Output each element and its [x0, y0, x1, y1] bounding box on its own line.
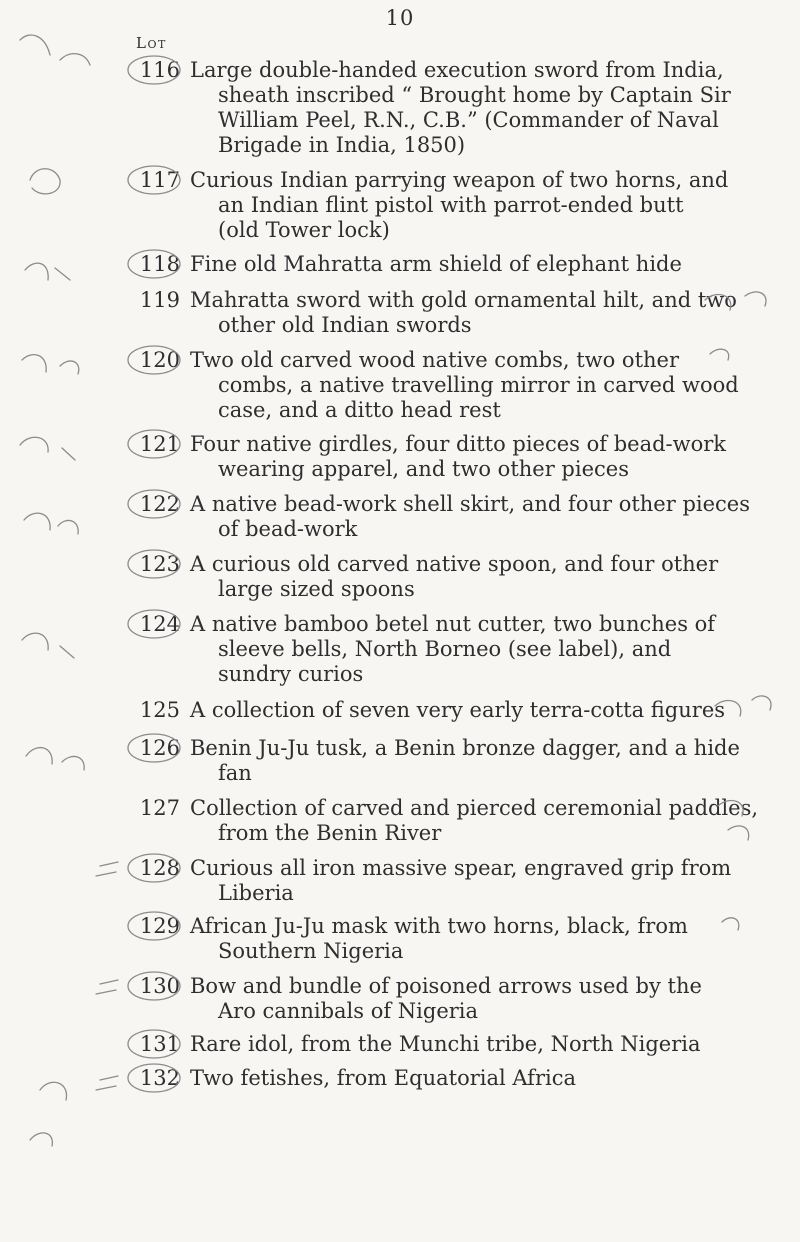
- lot-number: 118: [139, 252, 180, 276]
- lot-number: 122: [139, 492, 180, 516]
- pencil-scribble: [30, 1082, 67, 1146]
- lot-number: 128: [139, 856, 180, 880]
- lot-description-line: Aro cannibals of Nigeria: [218, 999, 479, 1023]
- lot-description: [190, 974, 792, 1024]
- pencil-scribble: [24, 513, 78, 534]
- lot-number: 127: [139, 796, 180, 820]
- lot-description: [190, 736, 792, 786]
- lot-description-line: (old Tower lock): [218, 218, 390, 242]
- lot-column-heading: Lot: [136, 34, 167, 52]
- pencil-scribble: [20, 35, 90, 65]
- lot-description: [190, 252, 792, 277]
- lot-description: [190, 58, 792, 158]
- lot-description-line: Collection of carved and pierced ceremonial paddles,: [190, 796, 759, 820]
- lot-description-line: Curious all iron massive spear, engraved grip from: [190, 856, 732, 880]
- lot-description-line: from the Benin River: [218, 821, 442, 845]
- lot-description: [190, 1032, 792, 1057]
- lot-description-line: African Ju-Ju mask with two horns, black, from: [190, 914, 688, 938]
- lot-description-line: other old Indian swords: [218, 313, 472, 337]
- lot-description: [190, 914, 792, 964]
- lot-description-line: William Peel, R.N., C.B.” (Commander of Naval: [218, 108, 719, 132]
- lot-description-line: case, and a ditto head rest: [218, 398, 501, 422]
- pencil-scribble: [30, 169, 60, 194]
- lot-number: 120: [139, 348, 180, 372]
- lot-description-line: Benin Ju-Ju tusk, a Benin bronze dagger, and a hide: [190, 736, 740, 760]
- lot-description: [190, 552, 792, 602]
- lot-number: 125: [139, 698, 180, 722]
- lot-description-line: Four native girdles, four ditto pieces of bead-work: [190, 432, 727, 456]
- lot-number: 132: [139, 1066, 180, 1090]
- lot-description-line: of bead-work: [218, 517, 358, 541]
- lot-description-line: Two fetishes, from Equatorial Africa: [190, 1066, 576, 1090]
- lot-description: [190, 612, 792, 687]
- lot-description: [190, 288, 792, 338]
- lot-number: 126: [139, 736, 180, 760]
- lot-description-line: fan: [218, 761, 252, 785]
- lot-description-line: A curious old carved native spoon, and four other: [190, 552, 719, 576]
- lot-description-line: Two old carved wood native combs, two other: [190, 348, 679, 372]
- lot-description: [190, 168, 792, 243]
- lot-description-line: Rare idol, from the Munchi tribe, North Nigeria: [190, 1032, 701, 1056]
- lot-description: [190, 796, 792, 846]
- lot-number: 124: [139, 612, 180, 636]
- lot-description: [190, 698, 792, 723]
- lot-description-line: an Indian flint pistol with parrot-ended butt: [218, 193, 684, 217]
- lot-description-line: wearing apparel, and two other pieces: [218, 457, 629, 481]
- lot-description-line: Brigade in India, 1850): [218, 133, 466, 157]
- lot-description-line: combs, a native travelling mirror in carved wood: [218, 373, 739, 397]
- lot-description-line: sundry curios: [218, 662, 364, 686]
- lot-description: [190, 348, 792, 423]
- lot-description-line: Mahratta sword with gold ornamental hilt, and two: [190, 288, 737, 312]
- pencil-scribble: [22, 633, 74, 658]
- lot-number: 123: [139, 552, 180, 576]
- lot-description-line: Large double-handed execution sword from India,: [190, 58, 724, 82]
- lot-description-line: large sized spoons: [218, 577, 415, 601]
- pencil-scribble: [26, 748, 84, 770]
- lot-number: 121: [139, 432, 180, 456]
- lot-description-line: A native bamboo betel nut cutter, two bunches of: [190, 612, 716, 636]
- lot-number: 131: [139, 1032, 180, 1056]
- lot-number: 119: [139, 288, 180, 312]
- pencil-scribble: [25, 263, 70, 280]
- lot-description-line: Fine old Mahratta arm shield of elephant hide: [190, 252, 682, 276]
- lot-description-line: Bow and bundle of poisoned arrows used by the: [190, 974, 702, 998]
- page-number: 10: [385, 6, 415, 30]
- lot-number: 117: [139, 168, 180, 192]
- pencil-scribble: [22, 355, 79, 374]
- lot-description-line: Liberia: [218, 881, 294, 905]
- lot-description-line: Curious Indian parrying weapon of two horns, and: [190, 168, 729, 192]
- lot-description-line: sheath inscribed “ Brought home by Captain Sir: [218, 83, 731, 107]
- lot-number: 116: [139, 58, 180, 82]
- lot-description-line: A native bead-work shell skirt, and four other pieces: [190, 492, 750, 516]
- lot-description-line: sleeve bells, North Borneo (see label), and: [218, 637, 672, 661]
- pencil-scribble: [20, 437, 75, 460]
- lot-description: [190, 432, 792, 482]
- lot-description: [190, 1066, 792, 1091]
- lot-number: 130: [139, 974, 180, 998]
- lot-description: [190, 856, 792, 906]
- lot-description-line: Southern Nigeria: [218, 939, 404, 963]
- lot-description-line: A collection of seven very early terra-cotta figures: [190, 698, 726, 722]
- lot-number: 129: [139, 914, 180, 938]
- lot-description: [190, 492, 792, 542]
